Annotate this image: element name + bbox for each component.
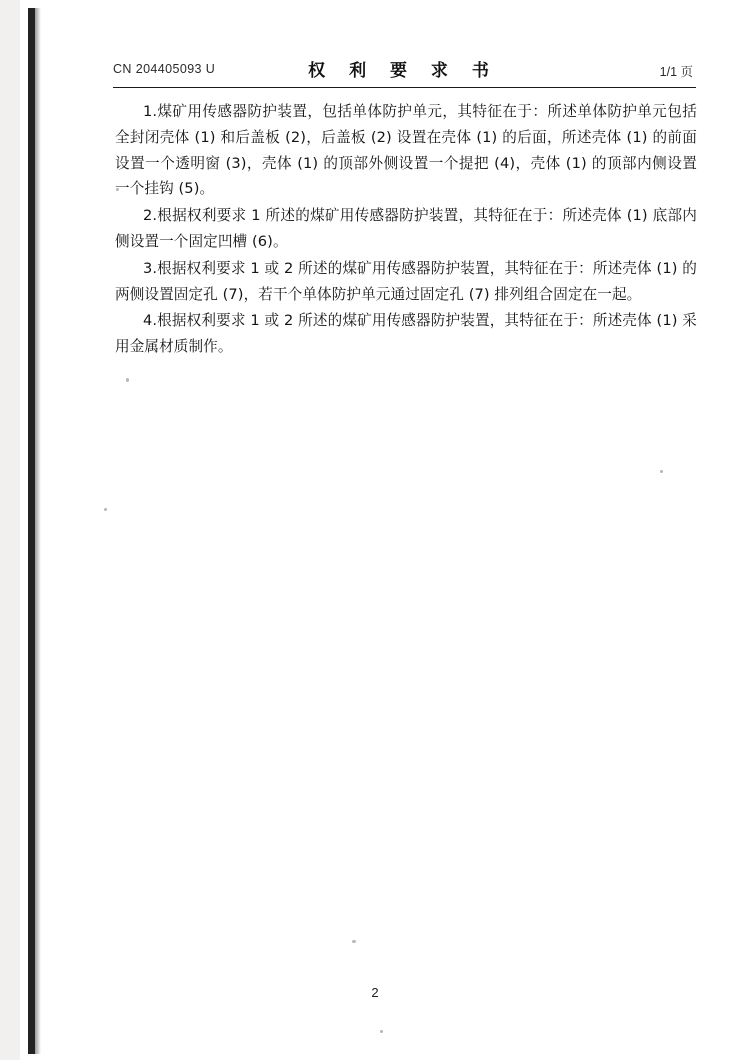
header-divider [113, 87, 696, 88]
page-header [113, 56, 693, 86]
page-indicator: 1/1 页 [659, 65, 693, 79]
scan-binding-edge [28, 8, 35, 1054]
scan-binding-shadow [35, 8, 41, 1054]
claim-text-1: 1.煤矿用传感器防护装置，包括单体防护单元，其特征在于：所述单体防护单元包括全封闭壳体 (1) 和后盖板 (2)，后盖板 (2) 设置在壳体 (1) 的后面，所述壳体 (1) 的前面设置一个透明窗 (3)，壳体 (1) 的顶部外侧设置一个提把 (4)，壳体 (1) 的顶部内侧设置一个挂钩 (5)。 [115, 103, 697, 198]
footer-page-number: 2 [371, 985, 379, 1000]
claim-paragraph-4 [115, 308, 697, 360]
claim-text-2: 2.根据权利要求 1 所述的煤矿用传感器防护装置，其特征在于：所述壳体 (1) 底部内侧设置一个固定凹槽 (6)。 [115, 207, 697, 250]
scan-speck [380, 1030, 383, 1033]
claim-paragraph-2 [115, 203, 697, 255]
scan-speck [126, 378, 129, 382]
claim-paragraph-1 [115, 99, 697, 202]
claim-text-3: 3.根据权利要求 1 或 2 所述的煤矿用传感器防护装置，其特征在于：所述壳体 (1) 的两侧设置固定孔 (7)，若干个单体防护单元通过固定孔 (7) 排列组合固定在一起。 [115, 259, 697, 303]
scan-speck [660, 470, 663, 473]
page-title: 权 利 要 求 书 [308, 61, 498, 81]
scan-margin [0, 0, 20, 1060]
claim-paragraph-3 [115, 256, 697, 308]
scan-speck [104, 508, 107, 511]
claim-text-4: 4.根据权利要求 1 或 2 所述的煤矿用传感器防护装置，其特征在于：所述壳体 (1) 采用金属材质制作。 [115, 312, 697, 356]
claims-body [115, 99, 697, 361]
document-number: CN 204405093 U [113, 62, 216, 76]
scan-speck [352, 940, 356, 943]
